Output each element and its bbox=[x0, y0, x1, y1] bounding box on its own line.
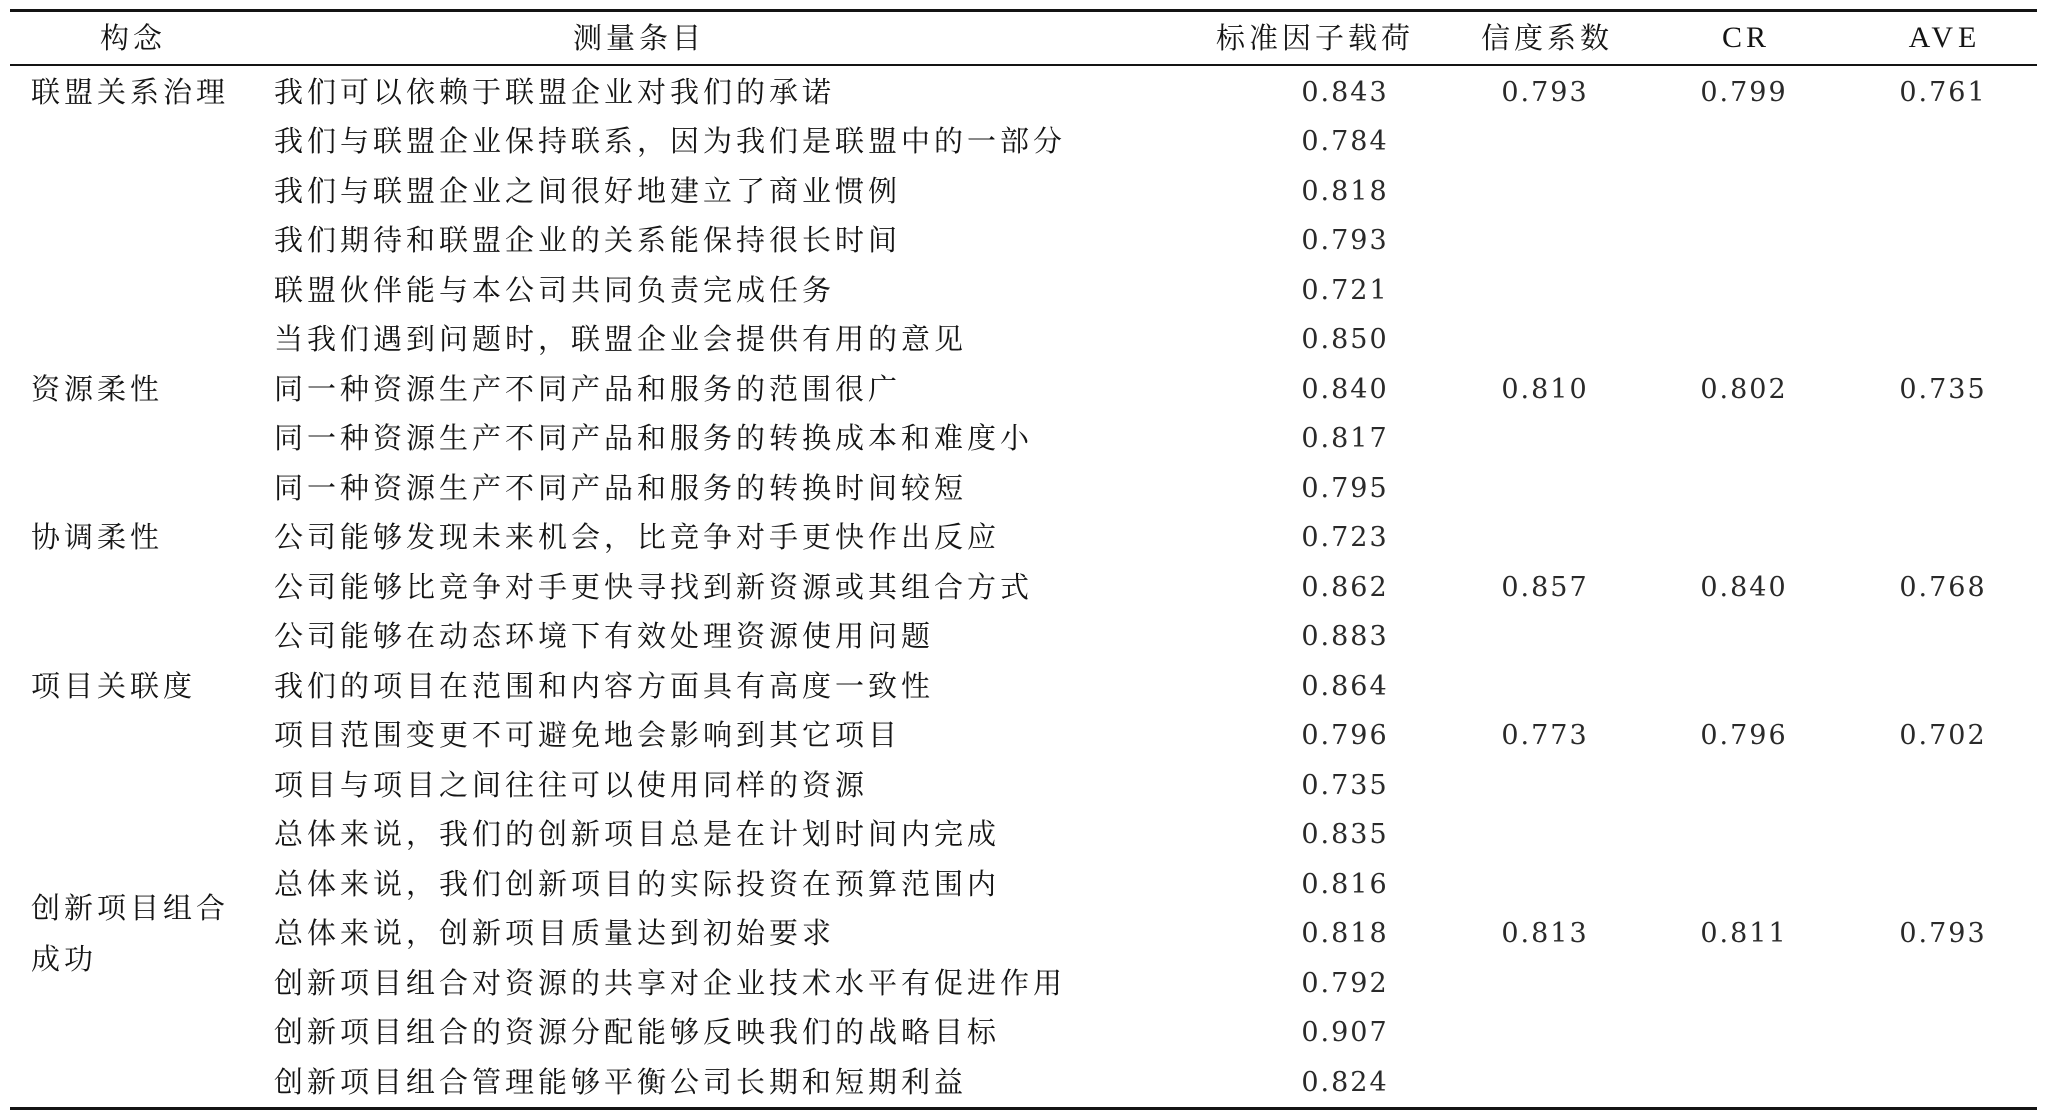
reliability-coefficient: 0.793 bbox=[1501, 76, 1589, 108]
header-measurement-item: 测量条目 bbox=[572, 21, 705, 55]
table-row bbox=[0, 959, 2048, 1009]
header-reliability: 信度系数 bbox=[1480, 21, 1613, 55]
cr-value: 0.799 bbox=[1700, 76, 1788, 108]
header-factor-loading: 标准因子载荷 bbox=[1215, 21, 1414, 55]
factor-loading: 0.816 bbox=[1301, 868, 1389, 900]
measurement-item: 项目与项目之间往往可以使用同样的资源 bbox=[274, 767, 869, 802]
measurement-item: 公司能够发现未来机会，比竞争对手更快作出反应 bbox=[274, 520, 1001, 554]
factor-loading: 0.824 bbox=[1301, 1066, 1389, 1098]
table-row bbox=[0, 563, 2048, 613]
table-bottom-rule bbox=[10, 1107, 2037, 1110]
factor-loading: 0.850 bbox=[1301, 324, 1389, 355]
factor-loading: 0.907 bbox=[1301, 1017, 1389, 1048]
table-row bbox=[0, 1008, 2048, 1058]
table-row bbox=[0, 810, 2048, 860]
table-row bbox=[0, 68, 2048, 118]
table-row bbox=[0, 612, 2048, 662]
table-row bbox=[0, 266, 2048, 316]
table-row bbox=[0, 414, 2048, 464]
measurement-item: 联盟伙伴能与本公司共同负责完成任务 bbox=[274, 272, 836, 307]
factor-loading: 0.793 bbox=[1301, 225, 1389, 256]
measurement-item: 总体来说，创新项目质量达到初始要求 bbox=[274, 916, 836, 950]
ave-value: 0.793 bbox=[1899, 918, 1987, 949]
measurement-item: 创新项目组合的资源分配能够反映我们的战略目标 bbox=[274, 1015, 1001, 1049]
reliability-coefficient: 0.773 bbox=[1501, 720, 1589, 751]
factor-loading: 0.840 bbox=[1301, 373, 1389, 405]
header-ave: AVE bbox=[1908, 21, 1982, 54]
table-row bbox=[0, 365, 2048, 415]
measurement-item: 创新项目组合对资源的共享对企业技术水平有促进作用 bbox=[274, 965, 1067, 1000]
ave-value: 0.768 bbox=[1899, 571, 1987, 603]
measurement-item: 同一种资源生产不同产品和服务的范围很广 bbox=[274, 371, 902, 406]
construct-name: 项目关联度 bbox=[31, 668, 197, 703]
factor-loading: 0.835 bbox=[1301, 819, 1389, 850]
construct-name: 协调柔性 bbox=[31, 520, 164, 554]
reliability-coefficient: 0.813 bbox=[1501, 918, 1589, 949]
factor-loading: 0.796 bbox=[1301, 720, 1389, 751]
measurement-item: 创新项目组合管理能够平衡公司长期和短期利益 bbox=[274, 1064, 968, 1099]
factor-loading: 0.795 bbox=[1301, 472, 1389, 504]
factor-loading: 0.864 bbox=[1301, 670, 1389, 702]
table-row bbox=[0, 860, 2048, 910]
table-body bbox=[0, 68, 2048, 1108]
table-row bbox=[0, 662, 2048, 712]
table-row bbox=[0, 315, 2048, 365]
cr-value: 0.811 bbox=[1700, 918, 1788, 949]
measurement-item: 公司能够比竞争对手更快寻找到新资源或其组合方式 bbox=[274, 569, 1034, 604]
factor-loading: 0.721 bbox=[1301, 274, 1389, 306]
measurement-item: 我们可以依赖于联盟企业对我们的承诺 bbox=[274, 74, 836, 109]
measurement-item: 我们的项目在范围和内容方面具有高度一致性 bbox=[274, 668, 935, 703]
measurement-item: 我们期待和联盟企业的关系能保持很长时间 bbox=[274, 223, 902, 257]
table-row bbox=[0, 1058, 2048, 1108]
table-row bbox=[0, 216, 2048, 266]
factor-loading: 0.818 bbox=[1301, 175, 1389, 207]
cr-value: 0.840 bbox=[1700, 571, 1788, 603]
measurement-item: 公司能够在动态环境下有效处理资源使用问题 bbox=[274, 619, 935, 653]
table-row bbox=[0, 761, 2048, 811]
construct-name: 创新项目组合成功 bbox=[31, 890, 230, 976]
cr-value: 0.802 bbox=[1700, 373, 1788, 405]
table-row bbox=[0, 464, 2048, 514]
factor-loading: 0.735 bbox=[1301, 769, 1389, 801]
header-cr: CR bbox=[1721, 21, 1771, 54]
header-construct: 构念 bbox=[99, 21, 166, 55]
ave-value: 0.761 bbox=[1899, 76, 1987, 108]
table-row bbox=[0, 167, 2048, 217]
reliability-coefficient: 0.810 bbox=[1501, 373, 1589, 405]
table-header-rule bbox=[10, 64, 2037, 66]
measurement-item: 我们与联盟企业之间很好地建立了商业惯例 bbox=[274, 173, 902, 208]
measurement-item: 同一种资源生产不同产品和服务的转换成本和难度小 bbox=[274, 421, 1034, 455]
factor-loading: 0.883 bbox=[1301, 621, 1389, 652]
factor-loading: 0.862 bbox=[1301, 571, 1389, 603]
factor-loading: 0.784 bbox=[1301, 126, 1389, 157]
cr-value: 0.796 bbox=[1700, 720, 1788, 751]
table-row bbox=[0, 513, 2048, 563]
ave-value: 0.702 bbox=[1899, 720, 1987, 751]
construct-name: 联盟关系治理 bbox=[31, 74, 230, 109]
measurement-item: 总体来说，我们创新项目的实际投资在预算范围内 bbox=[274, 866, 1001, 901]
ave-value: 0.735 bbox=[1899, 373, 1987, 405]
factor-loading: 0.818 bbox=[1301, 918, 1389, 949]
factor-loading: 0.723 bbox=[1301, 522, 1389, 553]
table-row bbox=[0, 890, 2048, 976]
measurement-item: 项目范围变更不可避免地会影响到其它项目 bbox=[274, 718, 902, 752]
measurement-item: 总体来说，我们的创新项目总是在计划时间内完成 bbox=[274, 817, 1001, 851]
table-row bbox=[0, 711, 2048, 761]
reliability-coefficient: 0.857 bbox=[1501, 571, 1589, 603]
measurement-item: 我们与联盟企业保持联系，因为我们是联盟中的一部分 bbox=[274, 124, 1067, 158]
table-header bbox=[0, 12, 2048, 64]
measurement-item: 当我们遇到问题时，联盟企业会提供有用的意见 bbox=[274, 322, 968, 356]
construct-name: 资源柔性 bbox=[31, 371, 164, 406]
factor-loading: 0.843 bbox=[1301, 76, 1389, 108]
measurement-item: 同一种资源生产不同产品和服务的转换时间较短 bbox=[274, 470, 968, 505]
table-row bbox=[0, 117, 2048, 167]
factor-loading: 0.817 bbox=[1301, 423, 1389, 454]
factor-loading: 0.792 bbox=[1301, 967, 1389, 999]
